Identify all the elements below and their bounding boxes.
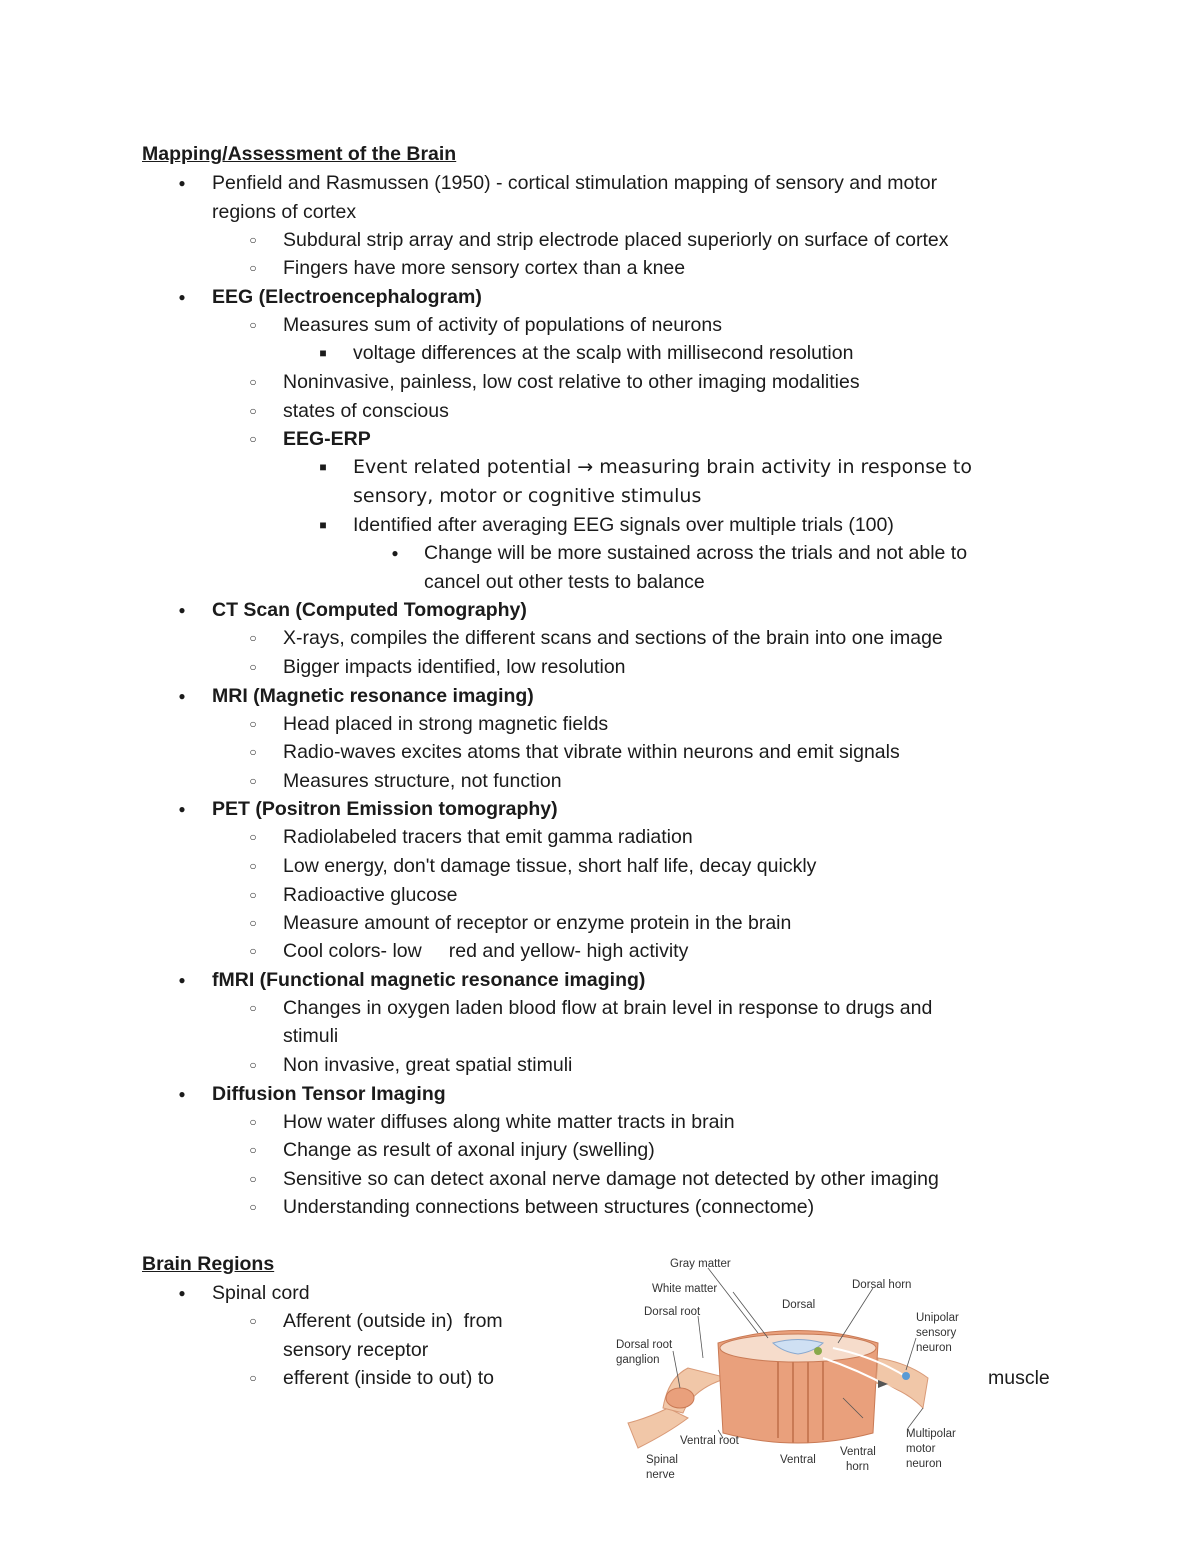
list-item: Changes in oxygen laden blood flow at brain level in response to drugs and xyxy=(283,997,933,1019)
list-item: Measures sum of activity of populations of neurons xyxy=(283,314,722,336)
label-dorsal-root: Dorsal root xyxy=(644,1306,701,1318)
unipolar-neuron-body xyxy=(902,1372,910,1380)
list-item: Radio-waves excites atoms that vibrate within neurons and emit signals xyxy=(283,741,900,763)
list-item: Understanding connections between structures (connectome) xyxy=(283,1196,815,1218)
mri-heading: MRI (Magnetic resonance imaging) xyxy=(212,685,534,707)
list-item: Head placed in strong magnetic fields xyxy=(283,713,609,735)
label-ventral-horn-1: Ventral xyxy=(840,1446,876,1458)
neuron-body xyxy=(814,1347,822,1355)
list-item: Spinal cord xyxy=(212,1282,310,1304)
list-item: Identified after averaging EEG signals over multiple trials (100) xyxy=(353,514,894,536)
label-gray-matter: Gray matter xyxy=(670,1258,731,1270)
label-drg-1: Dorsal root xyxy=(616,1339,673,1351)
label-multipolar-1: Multipolar xyxy=(906,1428,956,1440)
label-ventral: Ventral xyxy=(780,1454,816,1466)
list-item: Fingers have more sensory cortex than a knee xyxy=(283,257,686,279)
label-spinal-nerve-1: Spinal xyxy=(646,1454,678,1466)
list-item: cancel out other tests to balance xyxy=(424,571,705,593)
list-item: Afferent (outside in) from xyxy=(283,1310,503,1332)
list-item: Bigger impacts identified, low resolution xyxy=(283,656,626,678)
label-ventral-horn-2: horn xyxy=(846,1461,870,1473)
list-item-continuation: muscle xyxy=(988,1367,1050,1389)
list-item: Measure amount of receptor or enzyme protein in the brain xyxy=(283,912,792,934)
section-title-mapping: Mapping/Assessment of the Brain xyxy=(142,143,457,165)
label-dorsal-horn: Dorsal horn xyxy=(852,1279,912,1291)
list-item: How water diffuses along white matter tracts in brain xyxy=(283,1111,735,1133)
list-item: Event related potential → measuring brain activity in response to xyxy=(353,456,972,478)
list-item: voltage differences at the scalp with millisecond resolution xyxy=(353,342,854,364)
fmri-heading: fMRI (Functional magnetic resonance imaging) xyxy=(212,969,646,991)
list-item: states of conscious xyxy=(283,400,449,422)
label-unipolar-2: sensory xyxy=(916,1327,957,1339)
list-item: X-rays, compiles the different scans and sections of the brain into one image xyxy=(283,627,943,649)
list-item: sensory, motor or cognitive stimulus xyxy=(353,485,702,507)
bullet-dot: ● xyxy=(178,176,186,190)
list-item: stimuli xyxy=(283,1025,339,1047)
list-item: Radiolabeled tracers that emit gamma radiation xyxy=(283,826,693,848)
eeg-heading: EEG (Electroencephalogram) xyxy=(212,286,482,308)
list-item: Change as result of axonal injury (swelling) xyxy=(283,1139,655,1161)
label-ventral-root: Ventral root xyxy=(680,1435,739,1447)
list-item: Change will be more sustained across the trials and not able to xyxy=(424,542,968,564)
list-item: regions of cortex xyxy=(212,201,357,223)
list-item: Cool colors- low red and yellow- high activity xyxy=(283,940,689,962)
label-unipolar-3: neuron xyxy=(916,1342,952,1354)
list-item: Non invasive, great spatial stimuli xyxy=(283,1054,573,1076)
pet-heading: PET (Positron Emission tomography) xyxy=(212,798,558,820)
label-spinal-nerve-2: nerve xyxy=(646,1469,675,1481)
list-item: Subdural strip array and strip electrode placed superiorly on surface of cortex xyxy=(283,229,949,251)
list-item: Low energy, don't damage tissue, short half life, decay quickly xyxy=(283,855,817,877)
label-drg-2: ganglion xyxy=(616,1354,660,1366)
list-item: Radioactive glucose xyxy=(283,884,458,906)
list-item: Penfield and Rasmussen (1950) - cortical stimulation mapping of sensory and motor xyxy=(212,172,938,194)
dti-heading: Diffusion Tensor Imaging xyxy=(212,1083,446,1105)
label-unipolar-1: Unipolar xyxy=(916,1312,959,1324)
label-dorsal: Dorsal xyxy=(782,1299,816,1311)
eeg-erp-heading: EEG-ERP xyxy=(283,428,371,450)
list-item: Measures structure, not function xyxy=(283,770,562,792)
dorsal-root-ganglion xyxy=(666,1388,694,1408)
label-multipolar-3: neuron xyxy=(906,1458,942,1470)
section-title-brain-regions: Brain Regions xyxy=(142,1253,275,1275)
list-item: Sensitive so can detect axonal nerve damage not detected by other imaging xyxy=(283,1168,939,1190)
label-white-matter: White matter xyxy=(652,1283,718,1295)
spinal-cord-figure xyxy=(608,1248,980,1488)
list-item: efferent (inside to out) to xyxy=(283,1367,495,1389)
list-item: Noninvasive, painless, low cost relative to other imaging modalities xyxy=(283,371,860,393)
label-multipolar-2: motor xyxy=(906,1443,936,1455)
ct-heading: CT Scan (Computed Tomography) xyxy=(212,599,527,621)
list-item: sensory receptor xyxy=(283,1339,429,1361)
